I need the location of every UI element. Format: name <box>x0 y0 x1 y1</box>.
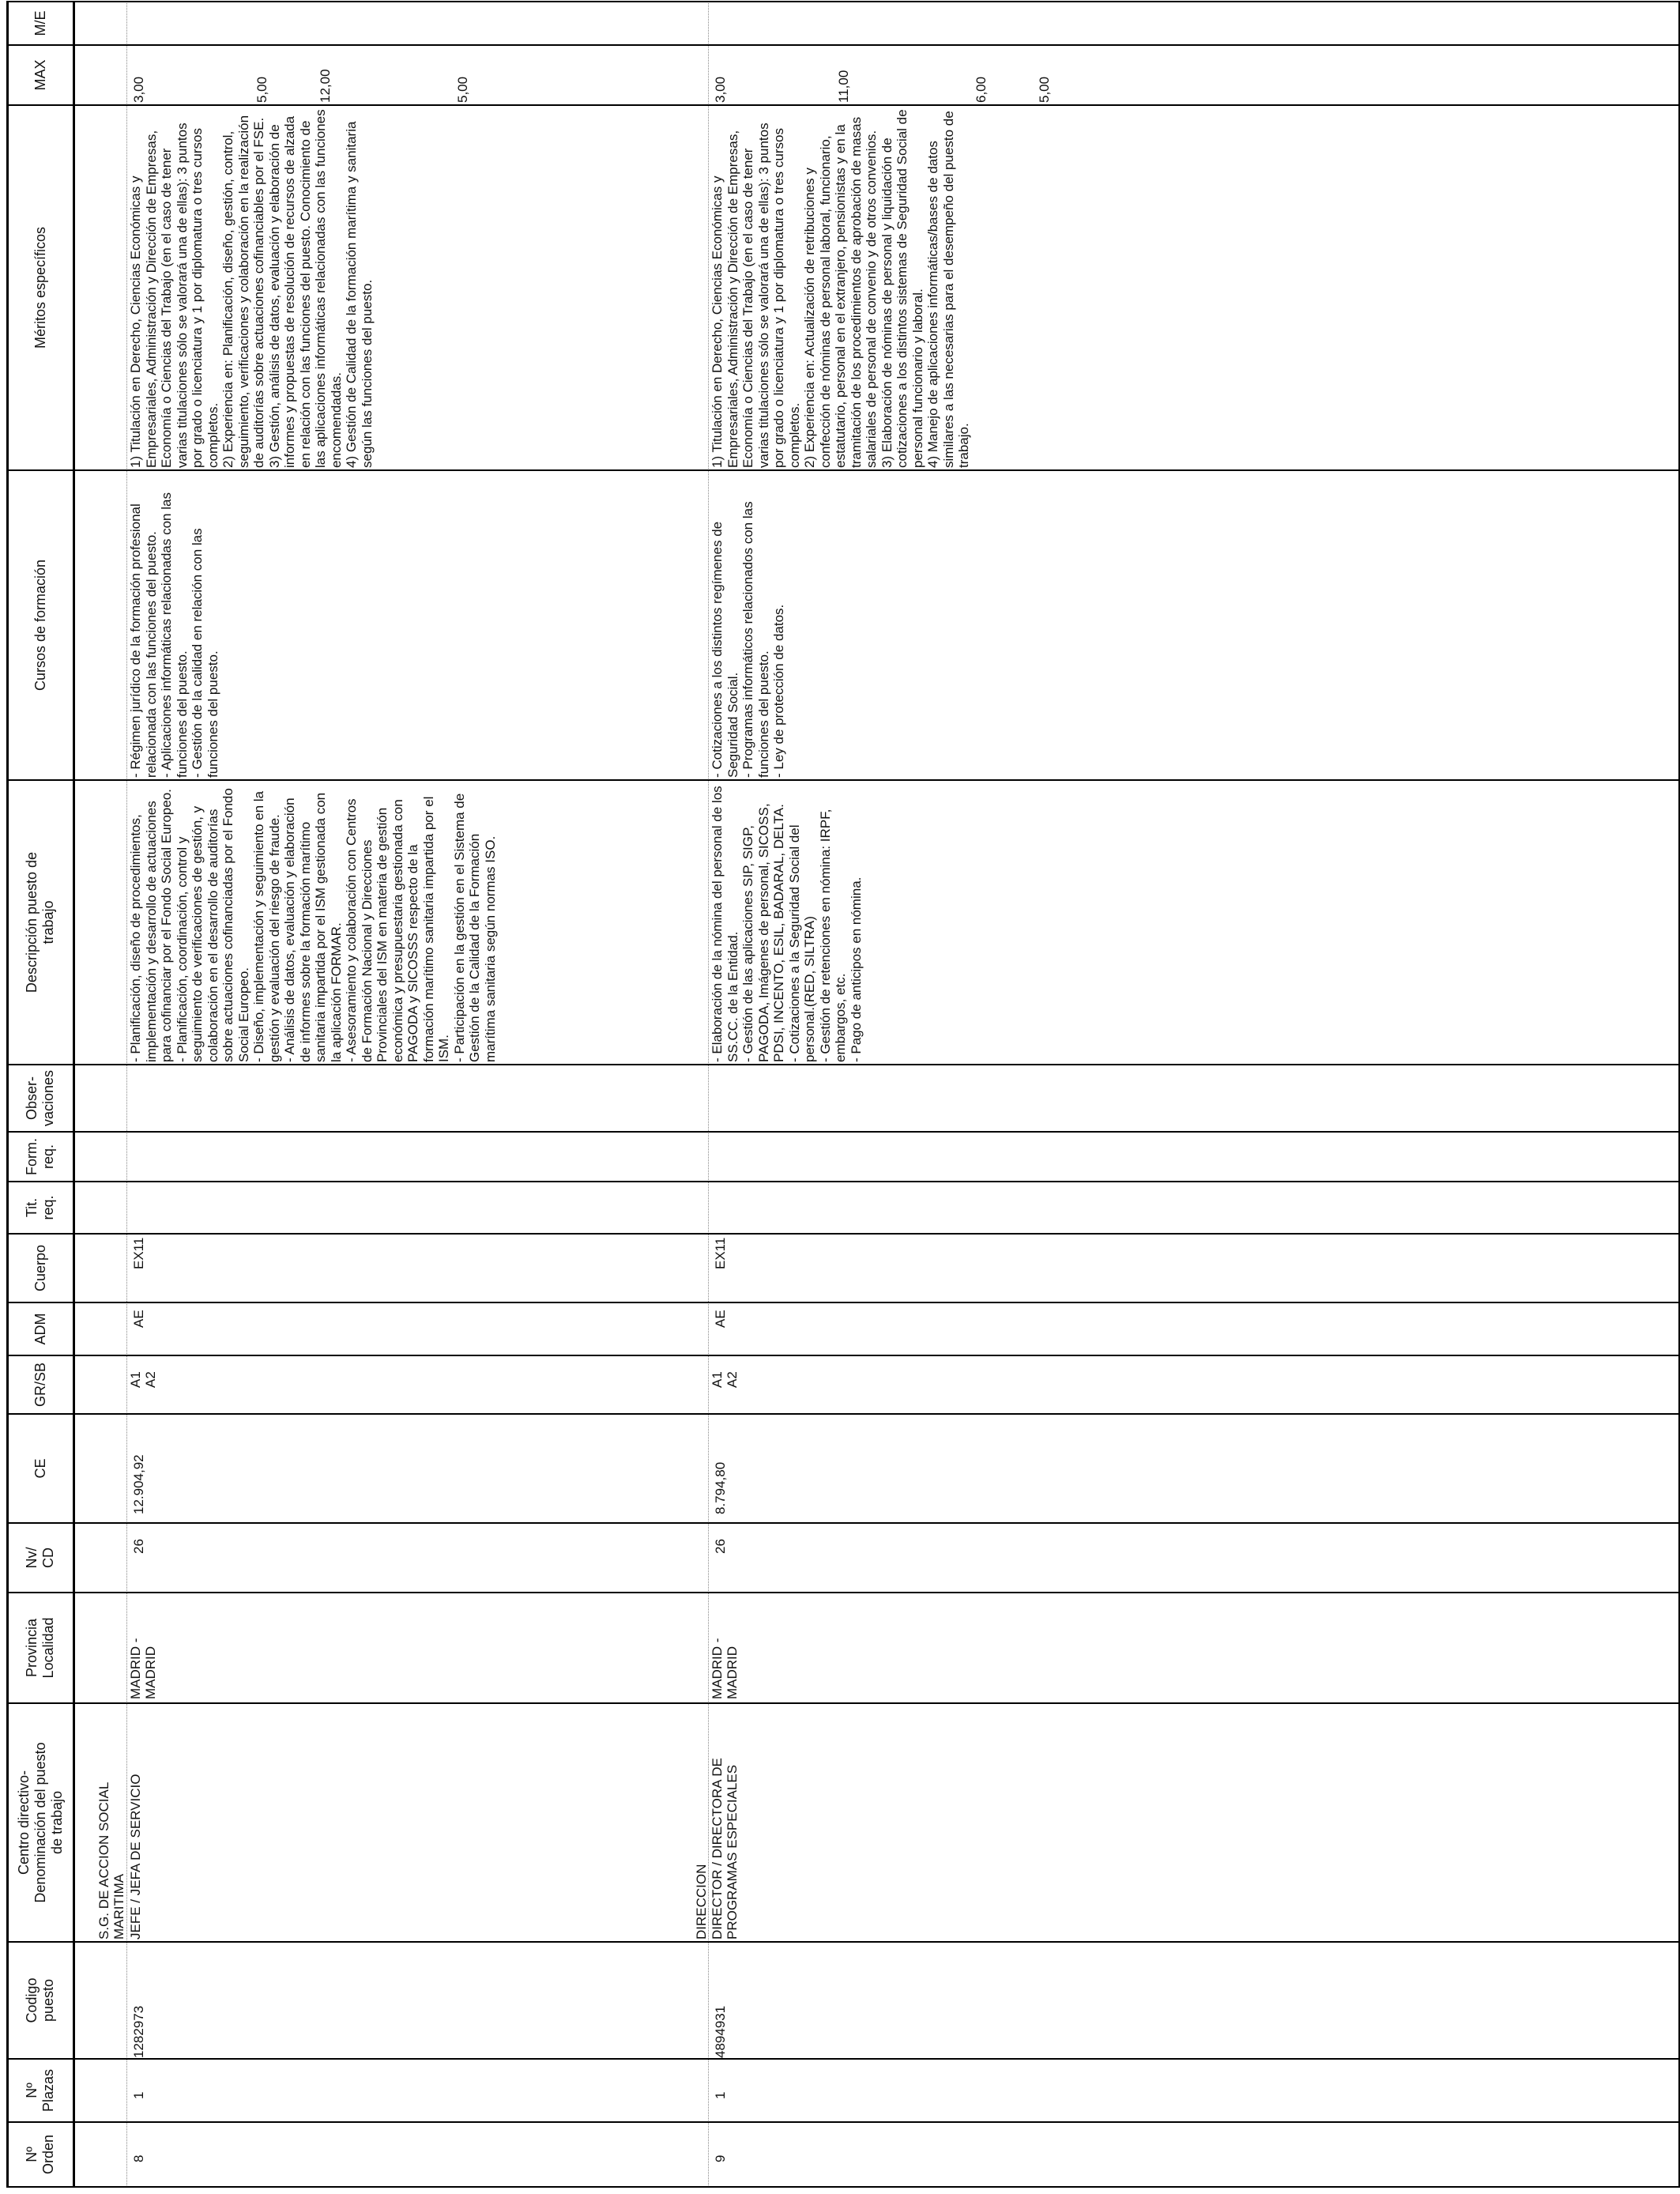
col-sep <box>6 1132 1680 1133</box>
row-max: 5,00 <box>1037 76 1052 103</box>
col-sep <box>6 470 1680 472</box>
row-unidad: S.G. DE ACCION SOCIAL MARITIMA <box>96 1781 126 1940</box>
col-sep <box>6 1234 1680 1235</box>
col-sep <box>6 1302 1680 1304</box>
row-nivel: 26 <box>131 1539 146 1554</box>
row-codigo: 1282973 <box>131 2005 146 2058</box>
row-codigo: 4894931 <box>713 2005 728 2058</box>
row-cuerpo: EX11 <box>131 1237 146 1269</box>
row-plazas: 1 <box>713 2091 728 2099</box>
col-sep <box>6 2122 1680 2124</box>
header-descripcion: Descripción puesto de trabajo <box>24 851 56 993</box>
row-grsb: A1 A2 <box>128 1371 158 1388</box>
row-unidad: DIRECCION <box>694 1864 709 1940</box>
header-adm: ADM <box>32 1313 48 1345</box>
row-ce: 12.904,92 <box>131 1454 146 1514</box>
col-sep <box>6 1942 1680 1943</box>
row-cursos: - Régimen jurídico de la formación profesional relacionada con las funciones del puesto. - Aplicaciones informáticas relacionadas con las funciones del puesto. - Gestión de la calidad en relación con las funciones del puesto. <box>128 492 220 778</box>
row-max: 6,00 <box>974 76 989 103</box>
row-descripcion: - Planificación, diseño de procedimientos, implementación y desarrollo de actuaciones para cofinanciar por el Fondo Social Europeo. - Planificación, coordinación, control y seguimiento de verificaciones de gestión, y colaboración en el desarrollo de auditorías sobre actuaciones cofinanciadas por el Fondo Social Europeo. - Diseño, implementación y seguimiento en la gestión y evaluación del riesgo de fraude. - Análisis de datos, evaluación y elaboración de informes sobre la formación marítimo sanitaria impartida por el ISM gestionada con la aplicación FORMAR. - Asesoramiento y colaboración con Centros de Formación Nacional y Direcciones Provinciales del ISM en materia de gestión económica y presupuestaria gestionada con PAGODA y SICOSSS respecto de la formación marítimo sanitaria impartida por el ISM. - Participación en la gestión en el Sistema de Gestión de la Calidad de la Formación marítima sanitaria según normas ISO. <box>128 788 498 1062</box>
col-sep <box>6 2187 1680 2188</box>
row-adm: AE <box>713 1310 728 1328</box>
col-sep <box>6 1523 1680 1525</box>
row-meritos: 1) Titulación en Derecho, Ciencias Económicas y Empresariales, Administración y Dirección de Empresas, Economía o Ciencias del Trabajo (en el caso de tener varias titulaciones sólo se valorará una de ellas): 3 puntos por grado o licenciatura y 1 por diplomatura o tres cursos completos. 2) Experiencia en: Planificación, diseño, gestión, control, seguimiento, verificaciones y colaboración en la realización de auditorías sobre actuaciones cofinanciables por el FSE. 3) Gestión, análisis de datos, evaluación y elaboración de informes y propuestas de resolución de recursos de alzada en relación con las funciones del puesto. Conocimiento de las aplicaciones informáticas relacionadas con las funciones encomendadas. 4) Gestión de Calidad de la formación marítima y sanitaria según las funciones del puesto. <box>128 109 375 468</box>
col-sep <box>6 1065 1680 1066</box>
header-cuerpo: Cuerpo <box>32 1244 48 1292</box>
header-bottom-rule <box>73 2 75 2188</box>
col-sep <box>6 1703 1680 1705</box>
header-meritos: Méritos específicos <box>32 226 48 349</box>
col-sep <box>6 780 1680 782</box>
col-sep <box>6 45 1680 47</box>
row-cuerpo: EX11 <box>713 1237 728 1269</box>
header-me: M/E <box>32 10 48 36</box>
header-cursos: Cursos de formación <box>32 559 48 692</box>
header-observaciones: Obser- vaciones <box>24 1069 56 1127</box>
row-meritos: 1) Titulación en Derecho, Ciencias Económicas y Empresariales, Administración y Dirección de Empresas, Economía o Ciencias del Trabajo (en el caso de tener varias titulaciones sólo se valorará una de ellas): 3 puntos por grado o licenciatura y 1 por diplomatura o tres cursos completos. 2) Experiencia en: Actualización de retribuciones y confección de nóminas de personal laboral, funcionario, estatutario, personal en el extranjero, pensionistas y en la tramitación de los procedimientos de aprobación de masas salariales de personal de convenio y de otros convenios. 3) Elaboración de nóminas de personal y liquidación de cotizaciones a los distintos sistemas de Seguridad Social de personal funcionario y laboral. 4) Manejo de aplicaciones informáticas/bases de datos similares a las necesarias para el desempeño del puesto de trabajo. <box>710 109 971 468</box>
row-max: 12,00 <box>318 69 333 103</box>
col-sep <box>6 1414 1680 1416</box>
header-ce: CE <box>32 1458 48 1479</box>
col-sep <box>6 2059 1680 2060</box>
row-plazas: 1 <box>131 2091 146 2099</box>
header-codigo: Codigo puesto <box>24 1977 56 2023</box>
header-tit: Tit. req. <box>24 1195 56 1220</box>
row-adm: AE <box>131 1310 146 1328</box>
row-grsb: A1 A2 <box>710 1371 740 1388</box>
row-nivel: 26 <box>713 1539 728 1554</box>
header-form: Form. req. <box>24 1138 56 1175</box>
row-max: 5,00 <box>455 76 470 103</box>
row-8-guide <box>126 2 127 2188</box>
row-max: 3,00 <box>713 76 728 103</box>
row-provincia: MADRID - MADRID <box>128 1638 158 1699</box>
header-nivel: Nv/ CD <box>24 1547 56 1569</box>
header-plazas: Nº Plazas <box>24 2068 56 2113</box>
col-sep <box>6 105 1680 107</box>
row-orden: 8 <box>131 2154 146 2162</box>
header-grsb: GR/SB <box>32 1363 48 1408</box>
col-sep <box>6 1593 1680 1594</box>
header-max: MAX <box>32 59 48 91</box>
row-max: 11,00 <box>836 70 851 103</box>
row-cursos: - Cotizaciones a los distintos regímenes de Seguridad Social. - Programas informáticos relacionados con las funciones del puesto. - Ley de protección de datos. <box>710 501 786 778</box>
row-descripcion: - Elaboración de la nómina del personal de los SS.CC. de la Entidad. - Gestión de las aplicaciones SIP, SIGP, PAGODA, Imágenes de personal, SICOSS, PDSI, INCENTO, ESIL, BADARAL, DELTA. - Cotizaciones a la Seguridad Social del personal.(RED, SILTRA) - Gestión de retenciones en nómina: IRPF, embargos, etc. - Pago de anticipos en nómina. <box>710 786 864 1062</box>
row-max: 5,00 <box>254 76 269 103</box>
header-orden: Nº Orden <box>24 2134 56 2175</box>
row-max: 3,00 <box>131 76 146 103</box>
header-centro: Centro directivo- Denominación del puesto de trabajo <box>15 1742 65 1903</box>
row-orden: 9 <box>713 2154 728 2162</box>
col-sep <box>6 1355 1680 1357</box>
header-provincia: Provincia Localidad <box>24 1617 56 1679</box>
table-top-rule <box>6 2 9 2188</box>
row-denominacion: JEFE / JEFA DE SERVICIO <box>128 1774 143 1940</box>
row-ce: 8.794,80 <box>713 1461 728 1514</box>
col-sep <box>6 2 1680 3</box>
row-denominacion: DIRECTOR / DIRECTORA DE PROGRAMAS ESPECIALES <box>710 1758 740 1940</box>
row-provincia: MADRID - MADRID <box>710 1638 740 1699</box>
col-sep <box>6 1182 1680 1183</box>
